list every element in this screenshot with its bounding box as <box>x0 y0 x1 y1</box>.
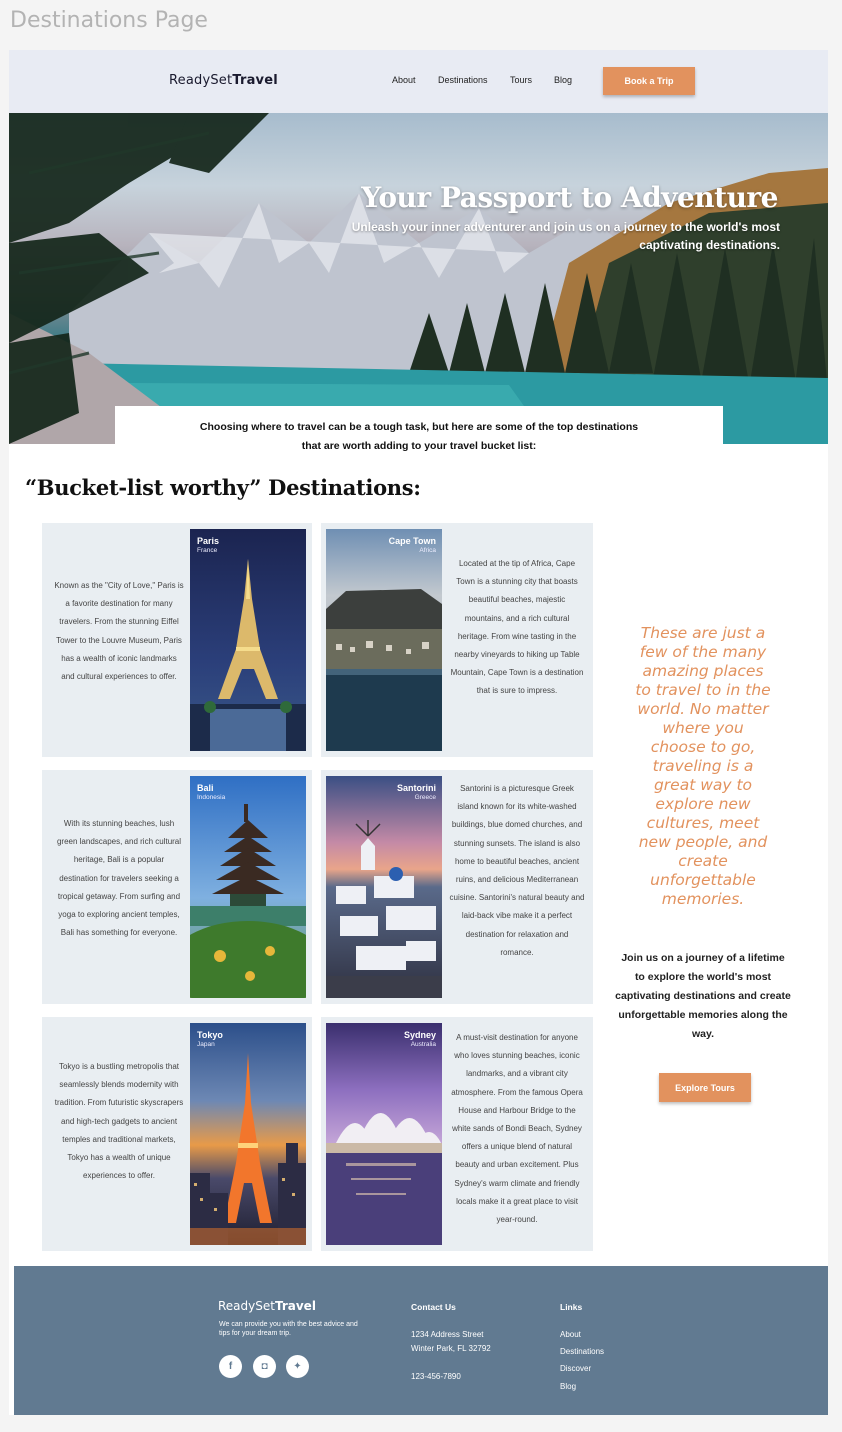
sidebar-quote: These are just a few of the many amazing places to travel to in the world. No matter where you choose to go, traveling is a great way to explore new cultures, meet new people, and create unforgettable memories. <box>635 624 771 908</box>
footer-link-about[interactable]: About <box>560 1330 581 1339</box>
destination-country: Africa <box>419 547 436 554</box>
santorini-image <box>326 776 442 998</box>
hero-banner <box>9 113 828 444</box>
site-logo[interactable] <box>169 73 278 88</box>
footer-tagline: We can provide you with the best advice and tips for your dream trip. <box>219 1321 358 1337</box>
facebook-icon[interactable]: f <box>219 1355 242 1378</box>
destination-description: With its stunning beaches, lush green landscapes, and rich cultural heritage, Bali is a popular destination for travelers seeking a tropical getaway. From surfing and yoga to exploring ancient temples, Bali has something for everyone. <box>56 819 182 938</box>
destination-description: Located at the tip of Africa, Cape Town is a stunning city that boasts beautiful beaches, majestic mountains, and a rich cultural heritage. From wine tasting in the nearby vineyards to hiking up Table Mountain, Cape Town is a destination that is sure to impress. <box>450 559 584 696</box>
address-line-2: Winter Park, FL 32792 <box>411 1344 491 1353</box>
destination-photo <box>326 529 442 751</box>
sydney-opera-house-image <box>326 1023 442 1245</box>
cape-town-image <box>326 529 442 751</box>
destination-city: Paris <box>197 536 220 546</box>
destination-country: Australia <box>410 1041 436 1048</box>
destination-country: Greece <box>414 794 436 801</box>
nav-tours[interactable]: Tours <box>510 75 533 85</box>
footer-logo[interactable] <box>218 1299 316 1313</box>
footer-link-destinations[interactable]: Destinations <box>560 1347 605 1356</box>
footer-logo-regular: ReadySet <box>218 1299 275 1313</box>
logo-regular: ReadySet <box>169 73 233 88</box>
destination-description: Known as the "City of Love," Paris is a favorite destination for many travelers. From the stunning Eiffel Tower to the Louvre Museum, Paris has a wealth of iconic landmarks and cultural experiences to offer. <box>54 581 184 682</box>
logo-bold: Travel <box>232 73 278 88</box>
destination-card-paris[interactable] <box>42 523 312 757</box>
destination-city: Santorini <box>396 783 436 793</box>
destination-description: A must-visit destination for anyone who loves stunning beaches, iconic landmarks, and a vibrant city atmosphere. From the famous Opera House and Harbour Bridge to the white sands of Bondi Beach, Sydney offers a unique blend of natural beauty and urban excitement. Plus Sydney's warm climate and friendly locals make it a great place to visit year-round. <box>451 1033 583 1225</box>
destination-country: Japan <box>197 1041 215 1048</box>
destination-city: Cape Town <box>388 536 436 546</box>
tokyo-tower-image <box>190 1023 306 1245</box>
destination-photo <box>190 1023 306 1245</box>
destination-country: France <box>197 547 218 554</box>
contact-heading: Contact Us <box>411 1302 456 1312</box>
intro-box <box>115 406 723 464</box>
nav-about[interactable]: About <box>392 75 416 85</box>
explore-tours-button[interactable]: Explore Tours <box>659 1073 751 1102</box>
twitter-icon[interactable]: ✦ <box>286 1355 309 1378</box>
instagram-icon[interactable]: ◘ <box>253 1355 276 1378</box>
sidebar-join-text: Join us on a journey of a lifetime to explore the world's most captivating destinations and create unforgettable memories along the way. <box>615 952 791 1040</box>
destination-card-santorini[interactable] <box>321 770 593 1004</box>
nav-blog[interactable]: Blog <box>554 75 573 85</box>
intro-line-2: that are worth adding to your travel bucket list: <box>301 440 537 452</box>
frame-title: Destinations Page <box>10 8 208 33</box>
destination-photo <box>326 776 442 998</box>
paris-eiffel-tower-image <box>190 529 306 751</box>
destination-photo <box>190 529 306 751</box>
destination-photo <box>326 1023 442 1245</box>
footer-logo-bold: Travel <box>274 1299 316 1313</box>
destination-card-tokyo[interactable] <box>42 1017 312 1251</box>
hero-landscape-image <box>9 113 828 444</box>
hero-subtitle: Unleash your inner adventurer and join us on a journey to the world's most captivating destinations. <box>351 220 780 252</box>
destination-description: Santorini is a picturesque Greek island known for its white-washed buildings, blue domed churches, and stunning sunsets. The island is also home to beautiful beaches, ancient ruins, and delicious Mediterranean cuisine. Santorini's natural beauty and laid-back vibe make it a perfect destination for relaxation and romance. <box>449 784 585 957</box>
destination-photo <box>190 776 306 998</box>
site-footer <box>14 1266 828 1415</box>
address-line-1: 1234 Address Street <box>411 1330 484 1339</box>
links-heading: Links <box>560 1302 583 1312</box>
nav-destinations[interactable]: Destinations <box>438 75 488 85</box>
site-header <box>9 50 828 113</box>
intro-line-1: Choosing where to travel can be a tough task, but here are some of the top destinations <box>199 421 639 433</box>
bali-temple-image <box>190 776 306 998</box>
book-a-trip-button[interactable]: Book a Trip <box>603 67 695 95</box>
section-title: “Bucket-list worthy” Destinations: <box>25 475 421 500</box>
destination-city: Tokyo <box>197 1030 223 1040</box>
footer-link-discover[interactable]: Discover <box>560 1364 592 1373</box>
destinations-page <box>9 50 828 1415</box>
hero-title: Your Passport to Adventure <box>361 181 778 214</box>
destination-city: Bali <box>197 783 214 793</box>
destination-description: Tokyo is a bustling metropolis that seamlessly blends modernity with tradition. From futuristic skyscrapers and high-tech gadgets to ancient temples and traditional markets, Tokyo has a wealth of unique experiences to offer. <box>54 1062 184 1181</box>
destination-city: Sydney <box>403 1030 436 1040</box>
destination-card-cape-town[interactable] <box>321 523 593 757</box>
destination-country: Indonesia <box>197 794 226 801</box>
phone-number: 123-456-7890 <box>411 1372 461 1381</box>
destination-card-bali[interactable] <box>42 770 312 1004</box>
destination-card-sydney[interactable] <box>321 1017 593 1251</box>
footer-link-blog[interactable]: Blog <box>560 1382 577 1391</box>
